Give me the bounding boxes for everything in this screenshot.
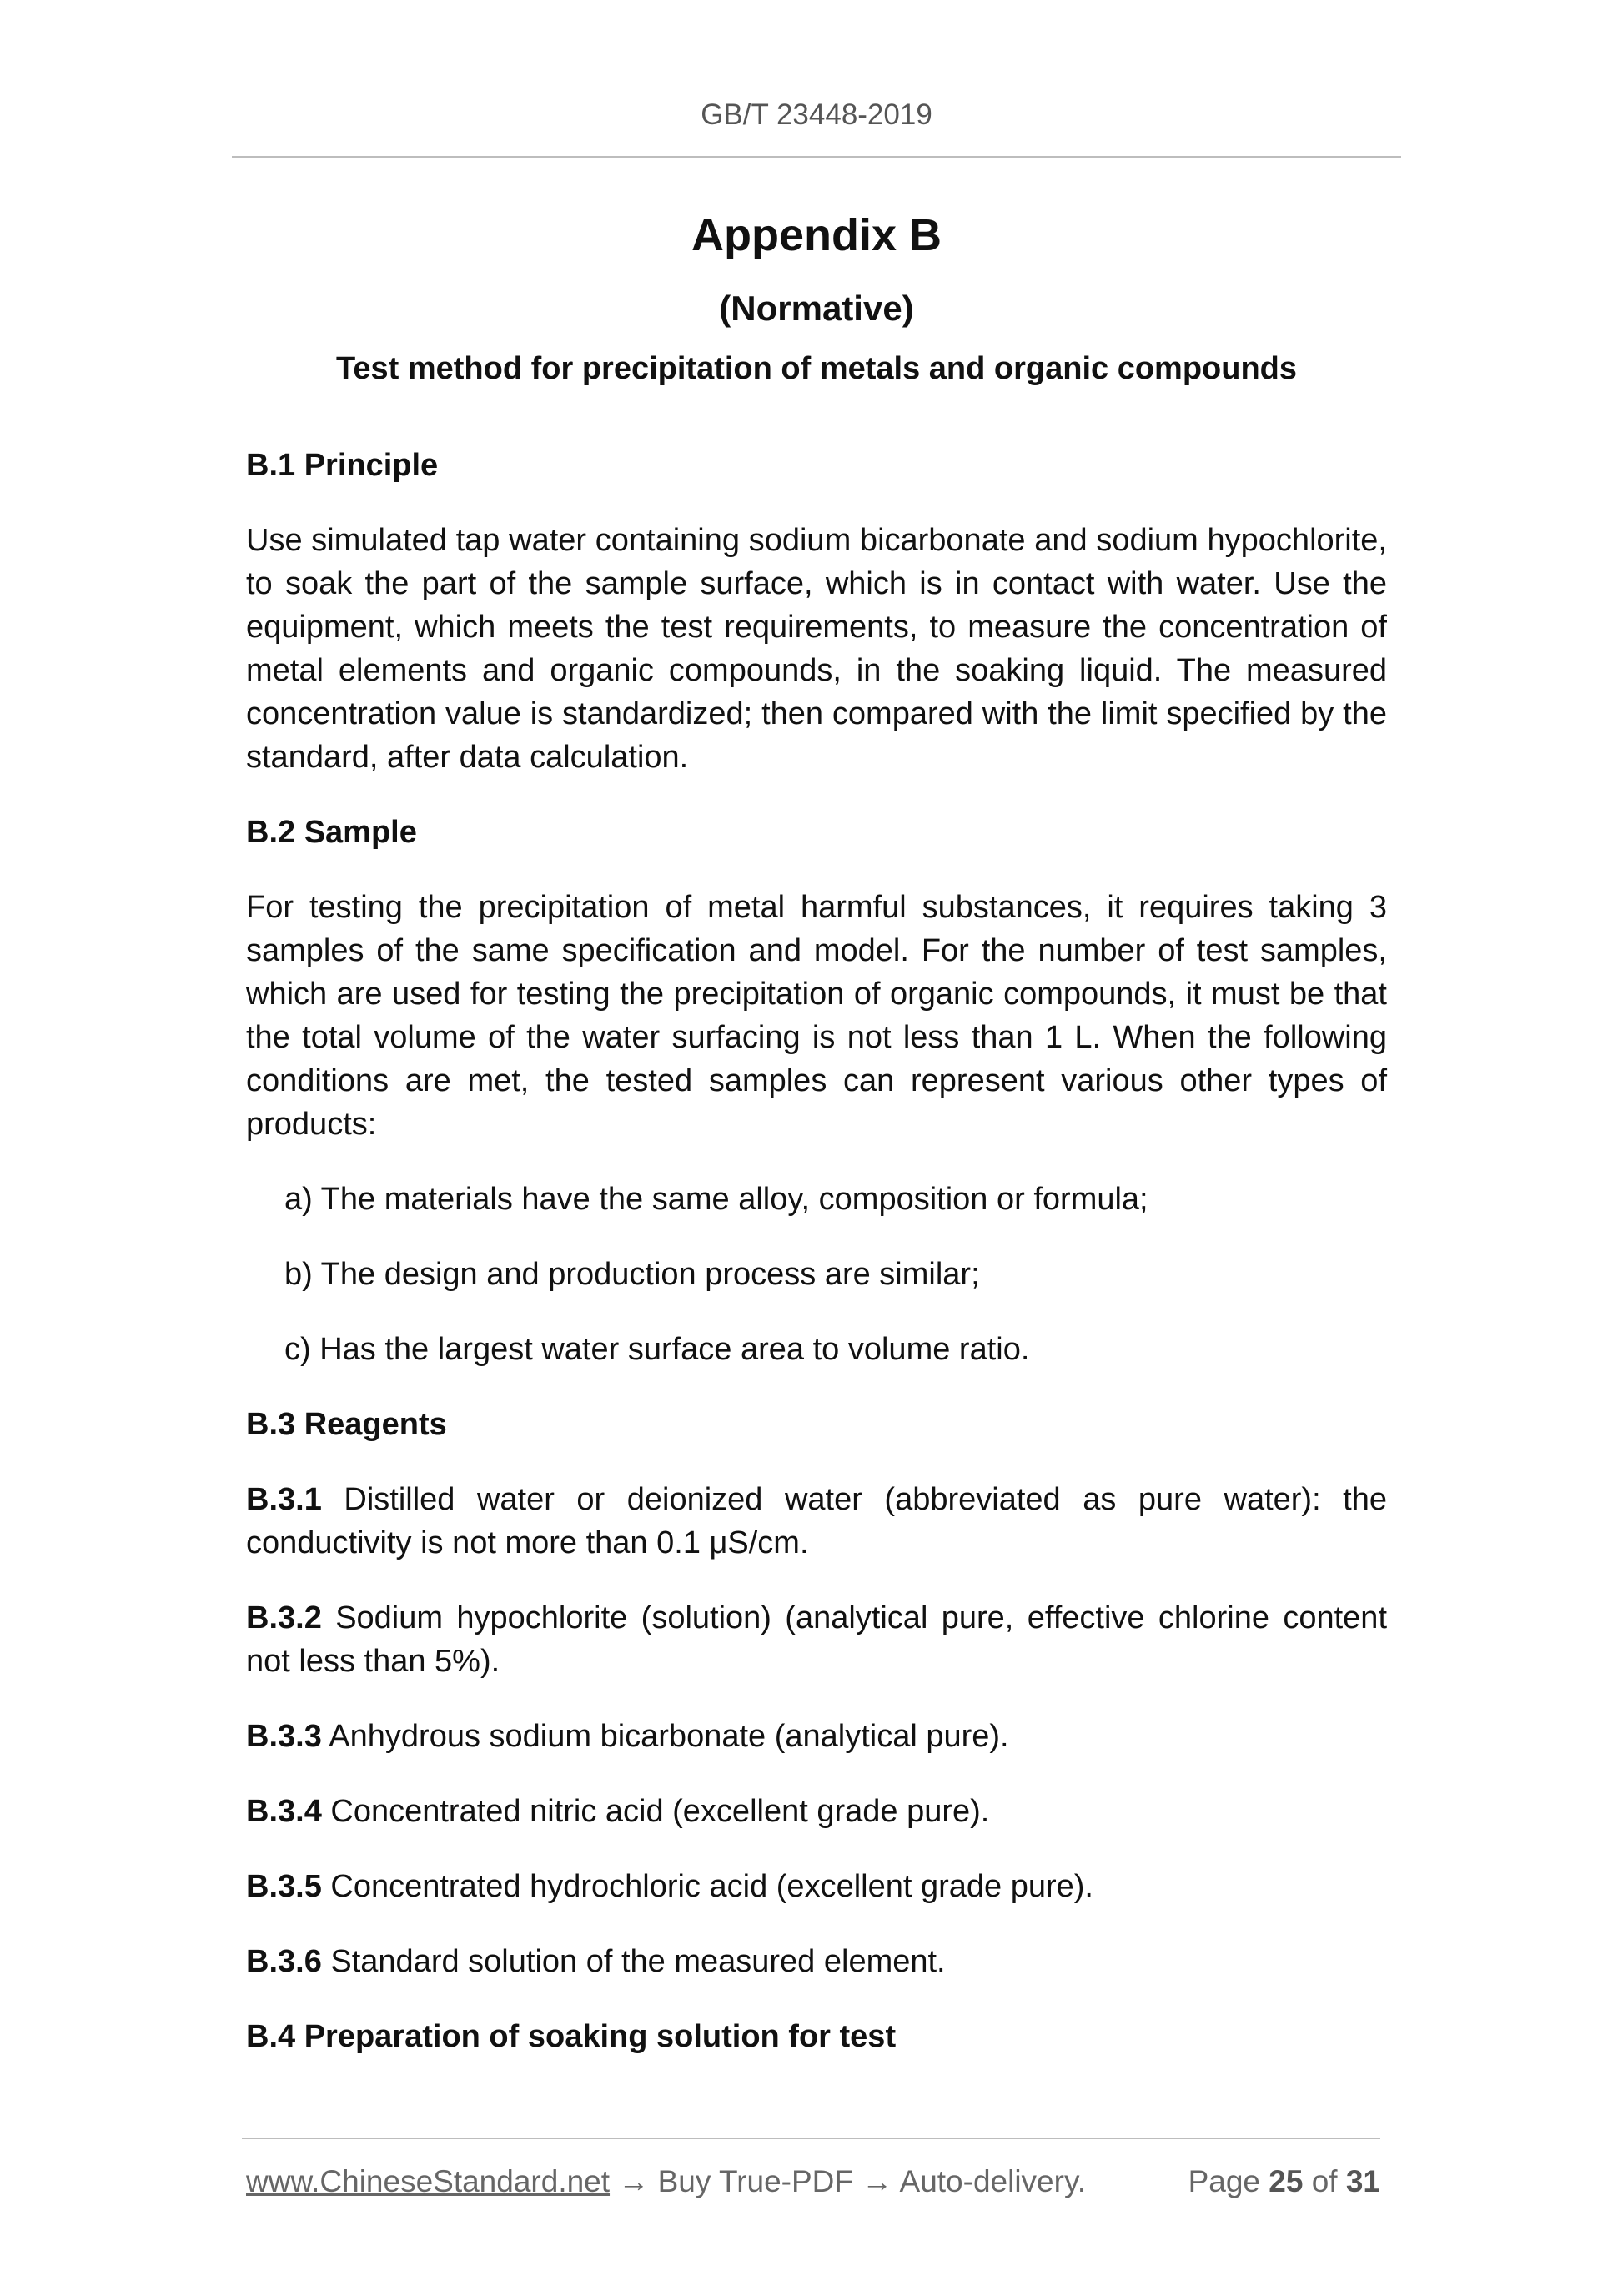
appendix-subtitle: (Normative) [719,289,914,328]
clause-b3-3 [246,1715,1387,1758]
website-link[interactable]: www.ChineseStandard.net [246,2164,611,2198]
clause-text: Distilled water or deionized water (abbreviated as pure water): the conductivity is not more than 0.1 μS/cm. [246,1482,1387,1560]
clause-b3-4 [246,1790,1387,1833]
section-body-b2: For testing the precipitation of metal harmful substances, it requires taking 3 samples of the same specification and model. For the number of test samples, which are used for testing the precipitation of organic compounds, it must be that the total volume of the water surfacing is not less than 1 L. When the following conditions are met, the tested samples can represent various other types of products: [246,890,1387,1142]
list-item: c) Has the largest water surface area to volume ratio. [284,1332,1030,1367]
of-label: of [1311,2164,1338,2198]
page-label: Page [1188,2164,1260,2198]
clause-text: Concentrated hydrochloric acid (excellent grade pure). [321,1869,1093,1904]
section-heading-b1: B.1 Principle [246,448,439,483]
section-body-b1: Use simulated tap water containing sodium bicarbonate and sodium hypochlorite, to soak the part of the sample surface, which is in contact with water. Use the equipment, which meets the test requirements, to measure the concentration of metal elements and organic compounds, in the soaking liquid. The measured concentration value is standardized; then compared with the limit specified by the standard, after data calculation. [246,523,1387,775]
section-heading-b4: B.4 Preparation of soaking solution for test [246,2019,897,2054]
footer-promo-text: → Buy True-PDF → Auto-delivery. [610,2164,1086,2198]
clause-b3-6 [246,1940,1387,1983]
clause-number: B.3.1 [246,1482,322,1517]
clause-b3-5 [246,1865,1387,1908]
list-item: b) The design and production process are similar; [284,1257,980,1292]
clause-text: Standard solution of the measured element. [321,1944,946,1979]
clause-text: Sodium hypochlorite (solution) (analytical pure, effective chlorine content not less than 5%). [246,1600,1387,1679]
footer-divider [242,2138,1380,2139]
clause-number: B.3.5 [246,1869,322,1904]
header-divider [232,156,1401,158]
page-footer [246,2160,1380,2203]
clause-number: B.3.6 [246,1944,322,1979]
clause-b3-1 [246,1478,1387,1565]
page-content [246,197,1387,2058]
clause-text: Concentrated nitric acid (excellent grade pure). [321,1794,990,1829]
page-indicator [1188,2160,1380,2203]
appendix-caption: Test method for precipitation of metals and organic compounds [335,351,1298,386]
clause-b3-2 [246,1596,1387,1683]
clause-number: B.3.4 [246,1794,322,1829]
clause-text: Anhydrous sodium bicarbonate (analytical pure). [321,1719,1009,1754]
section-heading-b2: B.2 Sample [246,815,417,850]
clause-number: B.3.3 [246,1719,322,1754]
appendix-title: Appendix B [691,210,942,260]
section-heading-b3: B.3 Reagents [246,1407,447,1442]
page-total: 31 [1345,2164,1380,2198]
list-item: a) The materials have the same alloy, composition or formula; [284,1182,1148,1217]
document-id-header: GB/T 23448-2019 [701,98,932,131]
page-number: 25 [1269,2164,1304,2198]
clause-number: B.3.2 [246,1600,322,1635]
